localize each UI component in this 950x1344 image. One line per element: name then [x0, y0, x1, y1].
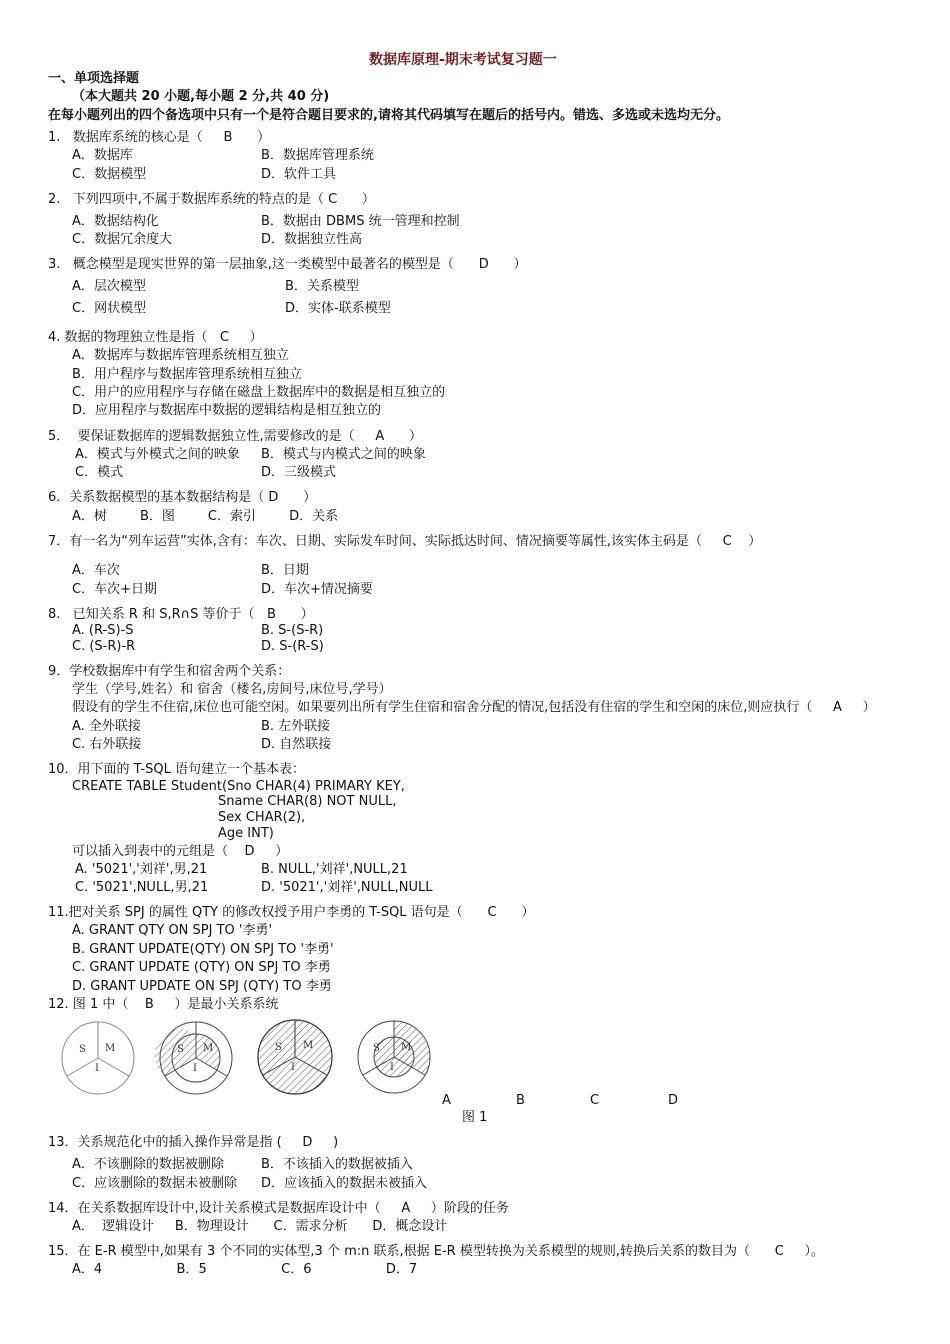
diagram-a-label-s: S	[79, 1044, 86, 1055]
q13-option-d: D．应该插入的数据未被插入	[261, 1176, 428, 1191]
q5-option-d: D．三级模式	[261, 465, 337, 480]
diagram-b-label-i: I	[193, 1063, 197, 1074]
q6-options: A．树 B．图 C．索引 D．关系	[72, 509, 339, 524]
q1-stem: 1. 数据库系统的核心是（ B ）	[48, 130, 271, 145]
q4-stem: 4. 数据的物理独立性是指（ C ）	[48, 330, 263, 345]
q4-option-c: C．用户的应用程序与存储在磁盘上数据库中的数据是相互独立的	[72, 385, 446, 400]
q8-option-d: D. S-(R-S)	[261, 639, 324, 654]
q10-option-b: B. NULL,'刘祥',NULL,21	[261, 862, 408, 877]
q13-stem: 13．关系规范化中的插入操作异常是指 ( D )	[48, 1135, 339, 1150]
q4-option-d: D．应用程序与数据库中数据的逻辑结构是相互独立的	[72, 403, 382, 418]
q10-option-c: C. '5021',NULL,男,21	[75, 880, 209, 895]
section-subheading: （本大题共 20 小题,每小题 2 分,共 40 分)	[72, 89, 330, 104]
q10-code-line-3: Sex CHAR(2),	[218, 810, 306, 825]
q9-option-d: D. 自然联接	[261, 737, 332, 752]
q7-stem: 7．有一名为“列车运营”实体,含有：车次、日期、实际发车时间、实际抵达时间、情况摘要等属性,该实体主码是（ C ）	[48, 534, 762, 549]
q11-option-b: B. GRANT UPDATE(QTY) ON SPJ TO '李勇'	[72, 942, 334, 957]
figure-1-diagrams	[55, 1015, 445, 1100]
figure-label-c: C	[590, 1093, 600, 1108]
figure-caption: 图 1	[462, 1110, 488, 1125]
q9-option-c: C. 右外联接	[72, 737, 142, 752]
diagram-a-label-m: M	[105, 1043, 116, 1054]
q14-stem: 14．在关系数据库设计中,设计关系模式是数据库设计中（ A ）阶段的任务	[48, 1201, 509, 1216]
q6-stem: 6．关系数据模型的基本数据结构是（ D ）	[48, 490, 317, 505]
q8-stem: 8. 已知关系 R 和 S,R∩S 等价于（ B ）	[48, 607, 314, 622]
diagram-b-label-s: S	[177, 1044, 184, 1055]
q15-stem: 15．在 E-R 模型中,如果有 3 个不同的实体型,3 个 m:n 联系,根据 E-R 模型转换为关系模型的规则,转换后关系的数目为（ C ）。	[48, 1244, 824, 1259]
q2-option-d: D．数据独立性高	[261, 232, 363, 247]
diagram-d-label-s: S	[373, 1043, 380, 1054]
q8-option-c: C. (S-R)-R	[72, 639, 136, 654]
q9-relations: 学生（学号,姓名）和 宿舍（楼名,房间号,床位号,学号）	[72, 682, 392, 697]
q3-stem: 3. 概念模型是现实世界的第一层抽象,这一类模型中最著名的模型是（ D ）	[48, 257, 527, 272]
diagram-b	[154, 1022, 232, 1094]
q1-option-d: D．软件工具	[261, 167, 337, 182]
q11-option-d: D. GRANT UPDATE ON SPJ (QTY) TO 李勇	[72, 979, 332, 994]
q7-option-b: B．日期	[261, 563, 309, 578]
q10-code-line-4: Age INT)	[218, 826, 274, 841]
page-title: 数据库原理-期末考试复习题一	[369, 52, 557, 68]
q1-option-a: A．数据库	[72, 148, 133, 163]
q10-code-line-1: CREATE TABLE Student(Sno CHAR(4) PRIMARY KEY,	[72, 779, 405, 794]
q13-option-c: C．应该删除的数据未被删除	[72, 1176, 238, 1191]
diagram-b-label-m: M	[203, 1043, 214, 1054]
diagram-a	[62, 1022, 134, 1094]
q7-option-d: D．车次+情况摘要	[261, 582, 373, 597]
diagram-d	[358, 1021, 430, 1093]
q7-option-c: C．车次+日期	[72, 582, 157, 597]
q5-stem: 5． 要保证数据库的逻辑数据独立性,需要修改的是（ A ）	[48, 429, 423, 444]
q13-option-b: B．不该插入的数据被插入	[261, 1157, 413, 1172]
q2-option-b: B．数据由 DBMS 统一管理和控制	[261, 214, 460, 229]
q1-option-b: B．数据库管理系统	[261, 148, 374, 163]
q9-scenario: 假设有的学生不住宿,床位也可能空闲。如果要列出所有学生住宿和宿舍分配的情况,包括没有住宿的学生和空闲的床位,则应执行（ A ）	[72, 700, 876, 715]
q9-option-b: B. 左外联接	[261, 719, 331, 734]
q7-option-a: A．车次	[72, 563, 120, 578]
q9-stem: 9．学校数据库中有学生和宿舍两个关系：	[48, 664, 291, 679]
q10-question: 可以插入到表中的元组是（ D ）	[72, 844, 289, 859]
q13-option-a: A．不该删除的数据被删除	[72, 1157, 224, 1172]
q3-option-a: A．层次模型	[72, 279, 146, 294]
q8-option-a: A. (R-S)-S	[72, 623, 134, 638]
q2-stem: 2. 下列四项中,不属于数据库系统的特点的是（ C ）	[48, 192, 375, 207]
q5-option-c: C．模式	[75, 465, 124, 480]
q10-stem: 10．用下面的 T-SQL 语句建立一个基本表：	[48, 762, 305, 777]
q12-stem: 12. 图 1 中（ B ）是最小关系系统	[48, 997, 279, 1012]
q14-options: A． 逻辑设计 B．物理设计 C．需求分析 D．概念设计	[72, 1219, 448, 1234]
q11-option-c: C. GRANT UPDATE (QTY) ON SPJ TO 李勇	[72, 960, 331, 975]
diagram-c	[258, 1020, 332, 1094]
figure-label-d: D	[668, 1093, 679, 1108]
q1-option-c: C．数据模型	[72, 167, 147, 182]
diagram-d-label-m: M	[401, 1042, 412, 1053]
q15-options: A．4 B．5 C．6 D．7	[72, 1262, 418, 1277]
q11-option-a: A. GRANT QTY ON SPJ TO '李勇'	[72, 923, 273, 938]
q2-option-c: C．数据冗余度大	[72, 232, 173, 247]
q4-option-b: B．用户程序与数据库管理系统相互独立	[72, 367, 302, 382]
section-instructions: 在每小题列出的四个备选项中只有一个是符合题目要求的,请将其代码填写在题后的括号内。错选、多选或未选均无分。	[48, 108, 729, 123]
diagram-a-label-i: I	[95, 1063, 99, 1074]
q10-option-a: A. '5021','刘祥',男,21	[75, 862, 208, 877]
q9-option-a: A. 全外联接	[72, 719, 141, 734]
q2-option-a: A．数据结构化	[72, 214, 159, 229]
q3-option-b: B．关系模型	[285, 279, 359, 294]
q5-option-b: B．模式与内模式之间的映象	[261, 447, 426, 462]
figure-label-a: A	[442, 1093, 451, 1108]
figure-label-b: B	[516, 1093, 525, 1108]
q3-option-c: C．网状模型	[72, 301, 147, 316]
diagram-d-label-i: I	[390, 1062, 394, 1073]
q5-option-a: A．模式与外模式之间的映象	[75, 447, 240, 462]
diagram-c-label-m: M	[303, 1040, 314, 1051]
diagram-c-label-i: I	[291, 1062, 295, 1073]
q11-stem: 11.把对关系 SPJ 的属性 QTY 的修改权授予用户李勇的 T-SQL 语句是（ C ）	[48, 905, 535, 920]
q10-code-line-2: Sname CHAR(8) NOT NULL,	[218, 794, 397, 809]
q8-option-b: B. S-(S-R)	[261, 623, 324, 638]
q4-option-a: A．数据库与数据库管理系统相互独立	[72, 348, 289, 363]
diagram-c-label-s: S	[275, 1042, 282, 1053]
q10-option-d: D. '5021','刘祥',NULL,NULL	[261, 880, 433, 895]
q3-option-d: D．实体-联系模型	[285, 301, 391, 316]
section-heading: 一、单项选择题	[48, 71, 140, 86]
